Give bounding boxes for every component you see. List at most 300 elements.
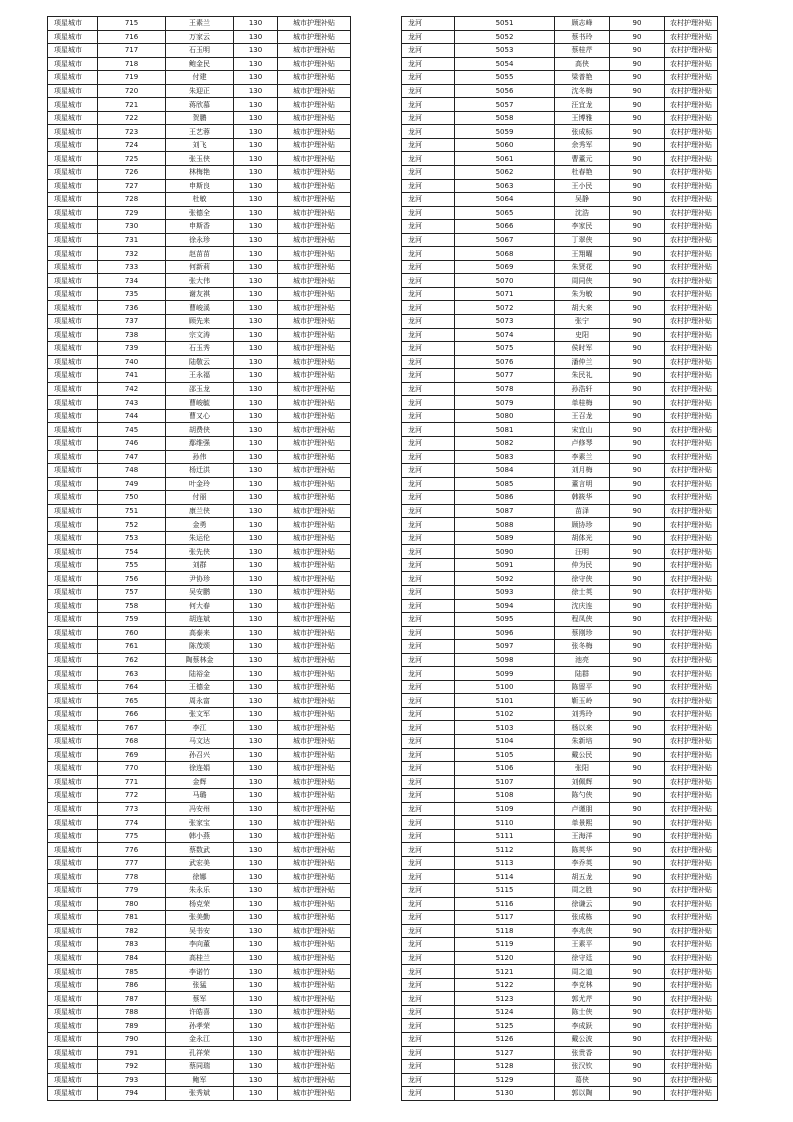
table-row	[402, 423, 718, 437]
number-cell: 5070	[455, 274, 555, 288]
subsidy-type-cell: 农村护理补贴	[665, 504, 718, 518]
number-cell: 775	[98, 829, 166, 843]
number-cell: 5063	[455, 179, 555, 193]
amount-cell: 90	[610, 789, 665, 803]
number-cell: 5093	[455, 585, 555, 599]
amount-cell: 90	[610, 233, 665, 247]
table-row	[402, 789, 718, 803]
subsidy-type-cell: 城市护理补贴	[278, 504, 351, 518]
name-cell: 单景熙	[555, 816, 610, 830]
name-cell: 吴安鹏	[166, 585, 234, 599]
subsidy-type-cell: 城市护理补贴	[278, 396, 351, 410]
region-cell: 项星城市	[48, 396, 98, 410]
subsidy-type-cell: 城市护理补贴	[278, 640, 351, 654]
region-cell: 龙河	[402, 585, 455, 599]
table-row	[402, 938, 718, 952]
region-cell: 项星城市	[48, 328, 98, 342]
name-cell: 高桂兰	[166, 951, 234, 965]
table-row	[402, 382, 718, 396]
region-cell: 龙河	[402, 84, 455, 98]
subsidy-type-cell: 农村护理补贴	[665, 585, 718, 599]
table-row	[402, 301, 718, 315]
subsidy-type-cell: 农村护理补贴	[665, 233, 718, 247]
region-cell: 龙河	[402, 992, 455, 1006]
subsidy-type-cell: 城市护理补贴	[278, 802, 351, 816]
number-cell: 5121	[455, 965, 555, 979]
table-row	[402, 464, 718, 478]
name-cell: 韩小燕	[166, 829, 234, 843]
table-row	[402, 856, 718, 870]
number-cell: 772	[98, 789, 166, 803]
amount-cell: 130	[234, 491, 278, 505]
subsidy-type-cell: 城市护理补贴	[278, 220, 351, 234]
name-cell: 张宁	[555, 315, 610, 329]
subsidy-type-cell: 农村护理补贴	[665, 220, 718, 234]
name-cell: 邵玉龙	[166, 382, 234, 396]
amount-cell: 90	[610, 951, 665, 965]
amount-cell: 90	[610, 843, 665, 857]
amount-cell: 90	[610, 355, 665, 369]
number-cell: 5117	[455, 911, 555, 925]
amount-cell: 130	[234, 1019, 278, 1033]
name-cell: 谢友祺	[166, 287, 234, 301]
subsidy-type-cell: 农村护理补贴	[665, 17, 718, 31]
region-cell: 项星城市	[48, 518, 98, 532]
subsidy-type-cell: 城市护理补贴	[278, 71, 351, 85]
region-cell: 项星城市	[48, 1087, 98, 1101]
name-cell: 顾志峰	[555, 17, 610, 31]
name-cell: 刘飞	[166, 138, 234, 152]
region-cell: 龙河	[402, 166, 455, 180]
subsidy-type-cell: 农村护理补贴	[665, 1087, 718, 1101]
amount-cell: 90	[610, 911, 665, 925]
region-cell: 龙河	[402, 1019, 455, 1033]
number-cell: 5054	[455, 57, 555, 71]
name-cell: 李克林	[555, 978, 610, 992]
name-cell: 何新莉	[166, 260, 234, 274]
table-row	[48, 884, 351, 898]
amount-cell: 130	[234, 599, 278, 613]
table-row	[48, 98, 351, 112]
table-row	[48, 220, 351, 234]
subsidy-type-cell: 农村护理补贴	[665, 667, 718, 681]
amount-cell: 130	[234, 802, 278, 816]
amount-cell: 130	[234, 870, 278, 884]
subsidy-type-cell: 农村护理补贴	[665, 707, 718, 721]
region-cell: 龙河	[402, 328, 455, 342]
amount-cell: 130	[234, 613, 278, 627]
name-cell: 徐士英	[555, 585, 610, 599]
subsidy-type-cell: 农村护理补贴	[665, 884, 718, 898]
amount-cell: 130	[234, 287, 278, 301]
table-row	[48, 57, 351, 71]
table-row	[48, 816, 351, 830]
table-row	[48, 707, 351, 721]
subsidy-type-cell: 农村护理补贴	[665, 30, 718, 44]
left-table	[47, 16, 351, 1101]
subsidy-type-cell: 城市护理补贴	[278, 1060, 351, 1074]
name-cell: 胡费侠	[166, 423, 234, 437]
name-cell: 康兰侠	[166, 504, 234, 518]
table-row	[402, 734, 718, 748]
amount-cell: 90	[610, 734, 665, 748]
amount-cell: 90	[610, 762, 665, 776]
table-row	[48, 44, 351, 58]
number-cell: 5071	[455, 287, 555, 301]
amount-cell: 90	[610, 694, 665, 708]
subsidy-type-cell: 农村护理补贴	[665, 315, 718, 329]
name-cell: 张成栋	[555, 911, 610, 925]
name-cell: 宗文涛	[166, 328, 234, 342]
subsidy-type-cell: 城市护理补贴	[278, 477, 351, 491]
amount-cell: 90	[610, 44, 665, 58]
name-cell: 高侠	[555, 57, 610, 71]
subsidy-type-cell: 城市护理补贴	[278, 992, 351, 1006]
number-cell: 784	[98, 951, 166, 965]
amount-cell: 130	[234, 355, 278, 369]
number-cell: 759	[98, 613, 166, 627]
number-cell: 5055	[455, 71, 555, 85]
name-cell: 张秀斌	[166, 1087, 234, 1101]
name-cell: 王小民	[555, 179, 610, 193]
name-cell: 张玉侠	[166, 152, 234, 166]
amount-cell: 90	[610, 84, 665, 98]
name-cell: 武宏美	[166, 856, 234, 870]
number-cell: 5082	[455, 436, 555, 450]
table-row	[402, 992, 718, 1006]
region-cell: 龙河	[402, 382, 455, 396]
number-cell: 5081	[455, 423, 555, 437]
amount-cell: 90	[610, 491, 665, 505]
table-row	[402, 328, 718, 342]
number-cell: 739	[98, 342, 166, 356]
subsidy-type-cell: 农村护理补贴	[665, 71, 718, 85]
region-cell: 项星城市	[48, 1073, 98, 1087]
table-row	[402, 84, 718, 98]
table-row	[48, 585, 351, 599]
number-cell: 5087	[455, 504, 555, 518]
amount-cell: 130	[234, 1005, 278, 1019]
amount-cell: 130	[234, 829, 278, 843]
number-cell: 5068	[455, 247, 555, 261]
number-cell: 715	[98, 17, 166, 31]
subsidy-type-cell: 城市护理补贴	[278, 301, 351, 315]
number-cell: 760	[98, 626, 166, 640]
amount-cell: 130	[234, 166, 278, 180]
subsidy-type-cell: 城市护理补贴	[278, 464, 351, 478]
region-cell: 龙河	[402, 464, 455, 478]
region-cell: 龙河	[402, 680, 455, 694]
amount-cell: 130	[234, 897, 278, 911]
name-cell: 胡五龙	[555, 870, 610, 884]
amount-cell: 130	[234, 1073, 278, 1087]
amount-cell: 130	[234, 965, 278, 979]
name-cell: 吴书安	[166, 924, 234, 938]
table-row	[48, 125, 351, 139]
region-cell: 项星城市	[48, 260, 98, 274]
amount-cell: 130	[234, 518, 278, 532]
name-cell: 侯时军	[555, 342, 610, 356]
number-cell: 5061	[455, 152, 555, 166]
table-row	[402, 355, 718, 369]
amount-cell: 90	[610, 328, 665, 342]
subsidy-type-cell: 城市护理补贴	[278, 111, 351, 125]
subsidy-type-cell: 农村护理补贴	[665, 856, 718, 870]
amount-cell: 90	[610, 450, 665, 464]
name-cell: 郭尤芹	[555, 992, 610, 1006]
name-cell: 顾协珍	[555, 518, 610, 532]
name-cell: 池亮	[555, 653, 610, 667]
amount-cell: 90	[610, 71, 665, 85]
table-row	[48, 491, 351, 505]
number-cell: 5095	[455, 613, 555, 627]
number-cell: 769	[98, 748, 166, 762]
amount-cell: 130	[234, 138, 278, 152]
region-cell: 项星城市	[48, 856, 98, 870]
region-cell: 项星城市	[48, 1019, 98, 1033]
region-cell: 项星城市	[48, 585, 98, 599]
number-cell: 771	[98, 775, 166, 789]
region-cell: 项星城市	[48, 125, 98, 139]
name-cell: 林梅艳	[166, 166, 234, 180]
subsidy-type-cell: 城市护理补贴	[278, 870, 351, 884]
subsidy-type-cell: 农村护理补贴	[665, 802, 718, 816]
region-cell: 龙河	[402, 856, 455, 870]
table-row	[402, 545, 718, 559]
number-cell: 735	[98, 287, 166, 301]
amount-cell: 130	[234, 436, 278, 450]
table-row	[48, 694, 351, 708]
name-cell: 余秀军	[555, 138, 610, 152]
name-cell: 王永福	[166, 369, 234, 383]
number-cell: 780	[98, 897, 166, 911]
name-cell: 刘秀玲	[555, 707, 610, 721]
amount-cell: 90	[610, 599, 665, 613]
region-cell: 龙河	[402, 315, 455, 329]
amount-cell: 130	[234, 978, 278, 992]
name-cell: 徐守廷	[555, 951, 610, 965]
subsidy-type-cell: 农村护理补贴	[665, 558, 718, 572]
table-row	[402, 220, 718, 234]
subsidy-type-cell: 城市护理补贴	[278, 613, 351, 627]
table-row	[402, 843, 718, 857]
name-cell: 徐娜	[166, 870, 234, 884]
subsidy-type-cell: 农村护理补贴	[665, 193, 718, 207]
region-cell: 龙河	[402, 423, 455, 437]
subsidy-type-cell: 城市护理补贴	[278, 978, 351, 992]
subsidy-type-cell: 农村护理补贴	[665, 870, 718, 884]
amount-cell: 90	[610, 640, 665, 654]
number-cell: 724	[98, 138, 166, 152]
subsidy-type-cell: 城市护理补贴	[278, 247, 351, 261]
amount-cell: 90	[610, 57, 665, 71]
amount-cell: 130	[234, 992, 278, 1006]
region-cell: 项星城市	[48, 450, 98, 464]
subsidy-type-cell: 农村护理补贴	[665, 57, 718, 71]
region-cell: 项星城市	[48, 423, 98, 437]
name-cell: 曹峻溪	[166, 301, 234, 315]
amount-cell: 90	[610, 382, 665, 396]
number-cell: 793	[98, 1073, 166, 1087]
amount-cell: 130	[234, 301, 278, 315]
subsidy-type-cell: 农村护理补贴	[665, 1060, 718, 1074]
name-cell: 梁普艳	[555, 71, 610, 85]
region-cell: 项星城市	[48, 653, 98, 667]
subsidy-type-cell: 农村护理补贴	[665, 843, 718, 857]
region-cell: 项星城市	[48, 220, 98, 234]
amount-cell: 90	[610, 938, 665, 952]
number-cell: 773	[98, 802, 166, 816]
number-cell: 728	[98, 193, 166, 207]
region-cell: 龙河	[402, 775, 455, 789]
name-cell: 张先侠	[166, 545, 234, 559]
amount-cell: 90	[610, 206, 665, 220]
amount-cell: 90	[610, 301, 665, 315]
subsidy-type-cell: 城市护理补贴	[278, 84, 351, 98]
table-row	[48, 138, 351, 152]
name-cell: 李素兰	[555, 450, 610, 464]
name-cell: 张猛	[166, 978, 234, 992]
number-cell: 5062	[455, 166, 555, 180]
region-cell: 龙河	[402, 477, 455, 491]
name-cell: 李成跃	[555, 1019, 610, 1033]
region-cell: 龙河	[402, 599, 455, 613]
amount-cell: 90	[610, 748, 665, 762]
region-cell: 龙河	[402, 911, 455, 925]
number-cell: 5112	[455, 843, 555, 857]
name-cell: 程凤侠	[555, 613, 610, 627]
region-cell: 龙河	[402, 260, 455, 274]
name-cell: 蔡数武	[166, 843, 234, 857]
region-cell: 项星城市	[48, 409, 98, 423]
table-row	[48, 924, 351, 938]
region-cell: 项星城市	[48, 315, 98, 329]
name-cell: 鲍军	[166, 1073, 234, 1087]
name-cell: 张汉钦	[555, 1060, 610, 1074]
subsidy-type-cell: 城市护理补贴	[278, 572, 351, 586]
region-cell: 项星城市	[48, 233, 98, 247]
number-cell: 737	[98, 315, 166, 329]
region-cell: 龙河	[402, 789, 455, 803]
number-cell: 5099	[455, 667, 555, 681]
amount-cell: 130	[234, 531, 278, 545]
name-cell: 鲍金民	[166, 57, 234, 71]
region-cell: 项星城市	[48, 111, 98, 125]
subsidy-type-cell: 城市护理补贴	[278, 328, 351, 342]
number-cell: 5118	[455, 924, 555, 938]
subsidy-type-cell: 城市护理补贴	[278, 721, 351, 735]
number-cell: 5051	[455, 17, 555, 31]
number-cell: 5100	[455, 680, 555, 694]
region-cell: 龙河	[402, 734, 455, 748]
region-cell: 龙河	[402, 274, 455, 288]
number-cell: 747	[98, 450, 166, 464]
number-cell: 740	[98, 355, 166, 369]
name-cell: 汪明	[555, 545, 610, 559]
region-cell: 项星城市	[48, 978, 98, 992]
number-cell: 781	[98, 911, 166, 925]
table-row	[402, 965, 718, 979]
number-cell: 777	[98, 856, 166, 870]
number-cell: 5115	[455, 884, 555, 898]
name-cell: 张家宝	[166, 816, 234, 830]
name-cell: 周永富	[166, 694, 234, 708]
amount-cell: 90	[610, 409, 665, 423]
region-cell: 龙河	[402, 233, 455, 247]
table-row	[402, 436, 718, 450]
name-cell: 李兆侠	[555, 924, 610, 938]
table-row	[402, 667, 718, 681]
name-cell: 陈英华	[555, 843, 610, 857]
region-cell: 龙河	[402, 1087, 455, 1101]
amount-cell: 130	[234, 179, 278, 193]
name-cell: 苗泽	[555, 504, 610, 518]
amount-cell: 130	[234, 220, 278, 234]
amount-cell: 130	[234, 748, 278, 762]
amount-cell: 90	[610, 884, 665, 898]
region-cell: 龙河	[402, 884, 455, 898]
table-row	[48, 423, 351, 437]
subsidy-type-cell: 农村护理补贴	[665, 1005, 718, 1019]
subsidy-type-cell: 城市护理补贴	[278, 274, 351, 288]
number-cell: 5097	[455, 640, 555, 654]
amount-cell: 90	[610, 1073, 665, 1087]
table-row	[48, 762, 351, 776]
number-cell: 5114	[455, 870, 555, 884]
name-cell: 朱新培	[555, 734, 610, 748]
table-row	[48, 802, 351, 816]
region-cell: 龙河	[402, 965, 455, 979]
number-cell: 751	[98, 504, 166, 518]
number-cell: 744	[98, 409, 166, 423]
subsidy-type-cell: 农村护理补贴	[665, 166, 718, 180]
number-cell: 5056	[455, 84, 555, 98]
name-cell: 朱为敏	[555, 287, 610, 301]
amount-cell: 130	[234, 17, 278, 31]
region-cell: 项星城市	[48, 707, 98, 721]
amount-cell: 90	[610, 992, 665, 1006]
subsidy-type-cell: 农村护理补贴	[665, 748, 718, 762]
region-cell: 龙河	[402, 978, 455, 992]
number-cell: 5110	[455, 816, 555, 830]
region-cell: 项星城市	[48, 166, 98, 180]
amount-cell: 130	[234, 545, 278, 559]
name-cell: 胡大来	[555, 301, 610, 315]
name-cell: 卢修琴	[555, 436, 610, 450]
name-cell: 王艺蓉	[166, 125, 234, 139]
subsidy-type-cell: 农村护理补贴	[665, 531, 718, 545]
table-row	[402, 111, 718, 125]
subsidy-type-cell: 农村护理补贴	[665, 992, 718, 1006]
table-row	[402, 315, 718, 329]
table-row	[48, 599, 351, 613]
amount-cell: 130	[234, 396, 278, 410]
number-cell: 743	[98, 396, 166, 410]
number-cell: 5067	[455, 233, 555, 247]
amount-cell: 90	[610, 220, 665, 234]
amount-cell: 130	[234, 843, 278, 857]
region-cell: 龙河	[402, 220, 455, 234]
table-row	[48, 206, 351, 220]
region-cell: 项星城市	[48, 30, 98, 44]
region-cell: 项星城市	[48, 1005, 98, 1019]
region-cell: 项星城市	[48, 152, 98, 166]
subsidy-type-cell: 农村护理补贴	[665, 1033, 718, 1047]
subsidy-type-cell: 农村护理补贴	[665, 721, 718, 735]
amount-cell: 130	[234, 789, 278, 803]
subsidy-type-cell: 城市护理补贴	[278, 531, 351, 545]
number-cell: 5076	[455, 355, 555, 369]
